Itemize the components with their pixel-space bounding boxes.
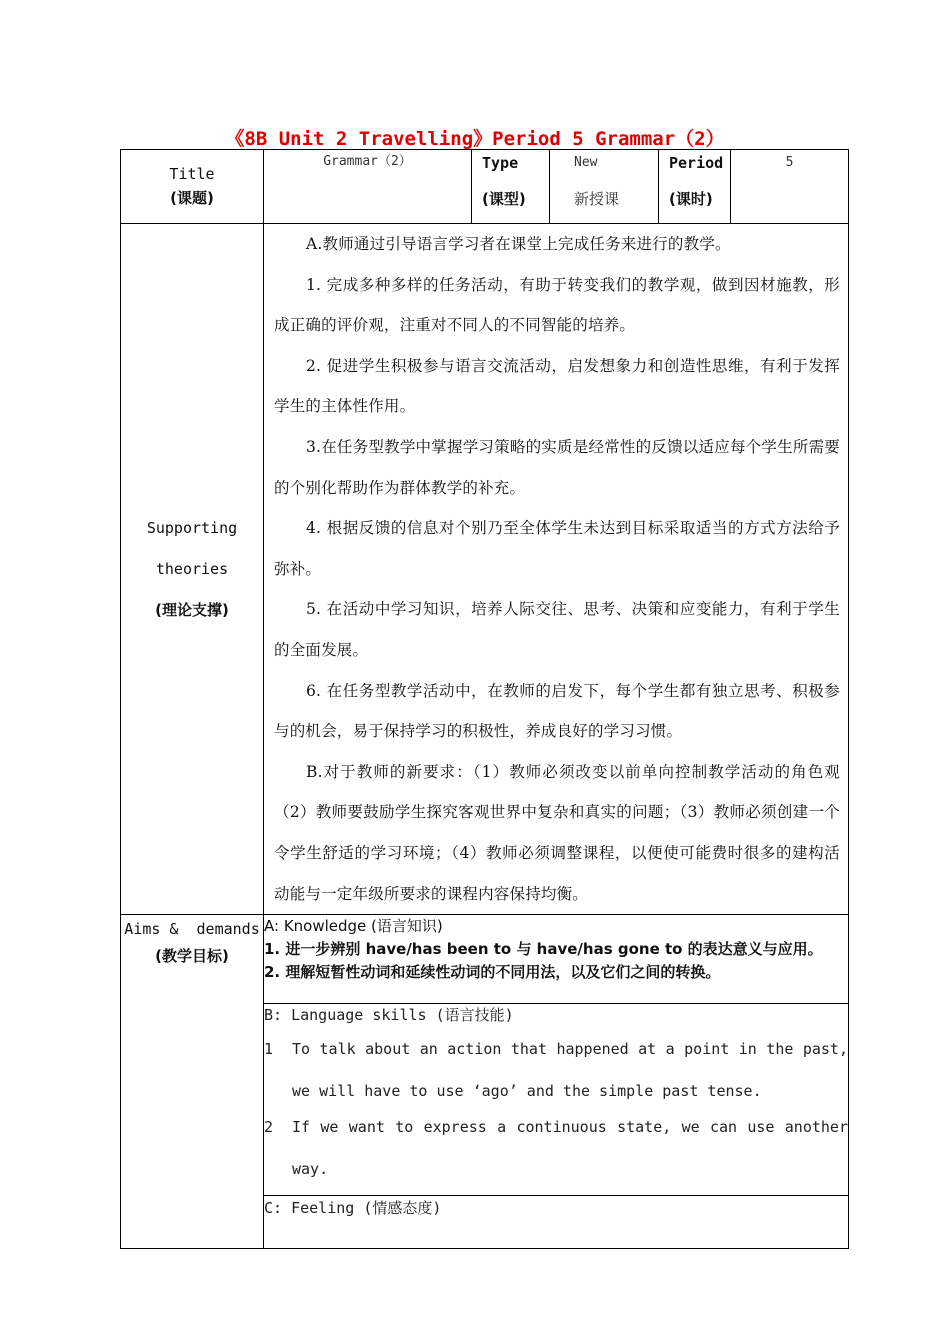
theory-paragraph: A.教师通过引导语言学习者在课堂上完成任务来进行的教学。 <box>306 235 731 253</box>
aims-label-cn: (教学目标) <box>155 947 229 966</box>
header-row <box>121 150 849 224</box>
skills-item-number: 2 <box>264 1118 274 1137</box>
skills-item-text: If we want to express a continuous state, we can use another way. <box>292 1118 848 1179</box>
knowledge-head: A: Knowledge (语言知识) <box>264 917 443 936</box>
theories-label-cell <box>121 224 264 915</box>
theory-paragraph: 2. 促进学生积极参与语言交流活动，启发想象力和创造性思维，有利于发挥学生的主体性作用。 <box>274 356 840 416</box>
skills-item <box>264 1036 848 1112</box>
period-label-cn: (课时) <box>669 190 713 208</box>
aims-label-en: Aims & demands <box>124 920 260 939</box>
skills-head: B: Language skills (语言技能) <box>264 1006 514 1025</box>
lesson-plan-table <box>120 149 849 1249</box>
theory-paragraph: 6. 在任务型教学活动中，在教师的启发下，每个学生都有独立思考、积极参与的机会，易于保持学习的积极性，养成良好的学习习惯。 <box>274 681 840 741</box>
title-label-en: Title <box>169 165 215 183</box>
type-value-en: New <box>574 155 598 170</box>
knowledge-item: 2. 理解短暂性动词和延续性动词的不同用法，以及它们之间的转换。 <box>264 963 721 982</box>
period-label-cell <box>659 150 731 224</box>
knowledge-item: 1. 进一步辨别 have/has been to 与 have/has gone to 的表达意义与应用。 <box>264 940 823 959</box>
type-label-cn: (课型) <box>482 190 526 208</box>
theories-label-line1: Supporting <box>146 518 238 537</box>
knowledge-cell <box>264 915 849 1004</box>
title-label-cell <box>121 150 264 224</box>
skills-cell <box>264 1004 849 1196</box>
title-label-cn: (课题) <box>170 189 214 207</box>
skills-item-text: To talk about an action that happened at a point in the past, we will have to use ‘ago’ and the simple past tense. <box>292 1040 848 1101</box>
type-value-cell <box>550 150 659 224</box>
theory-paragraph: 5. 在活动中学习知识，培养人际交往、思考、决策和应变能力，有利于学生的全面发展。 <box>274 600 840 659</box>
aims-knowledge-row <box>121 915 849 1004</box>
period-value: 5 <box>785 155 794 170</box>
theories-content-cell <box>264 224 849 915</box>
theory-paragraph: 1. 完成多种多样的任务活动，有助于转变我们的教学观，做到因材施教，形成正确的评价观，注重对不同人的不同智能的培养。 <box>274 275 840 335</box>
period-value-cell <box>731 150 849 224</box>
feeling-cell <box>264 1196 849 1249</box>
theory-paragraph: 3.在任务型教学中掌握学习策略的实质是经常性的反馈以适应每个学生所需要的个别化帮助作为群体教学的补充。 <box>274 437 840 497</box>
theories-label-cn: (理论支撑) <box>155 600 229 619</box>
aims-label-cell <box>121 915 264 1249</box>
skills-item <box>264 1114 848 1190</box>
period-label-en: Period <box>669 154 724 172</box>
theories-label-line2: theories <box>155 559 229 578</box>
skills-item-number: 1 <box>264 1040 274 1059</box>
title-value-cell <box>264 150 472 224</box>
feeling-head: C: Feeling (情感态度) <box>264 1199 442 1218</box>
theory-paragraph: B.对于教师的新要求：（1）教师必须改变以前单向控制教学活动的角色观（2）教师要鼓励学生探究客观世界中复杂和真实的问题；（3）教师必须创建一个令学生舒适的学习环境；（4）教师必须调整课程，以便使可能费时很多的建构活动能与一定年级所要求的课程内容保持均衡。 <box>274 762 840 903</box>
document-title: 《8B Unit 2 Travelling》Period 5 Grammar（2） <box>225 128 725 150</box>
type-label-en: Type <box>482 154 519 172</box>
title-value: Grammar（2） <box>323 154 412 169</box>
type-value-cn: 新授课 <box>574 190 620 208</box>
theories-row <box>121 224 849 915</box>
theory-paragraph: 4. 根据反馈的信息对个别乃至全体学生未达到目标采取适当的方式方法给予弥补。 <box>274 519 840 578</box>
type-label-cell <box>472 150 550 224</box>
